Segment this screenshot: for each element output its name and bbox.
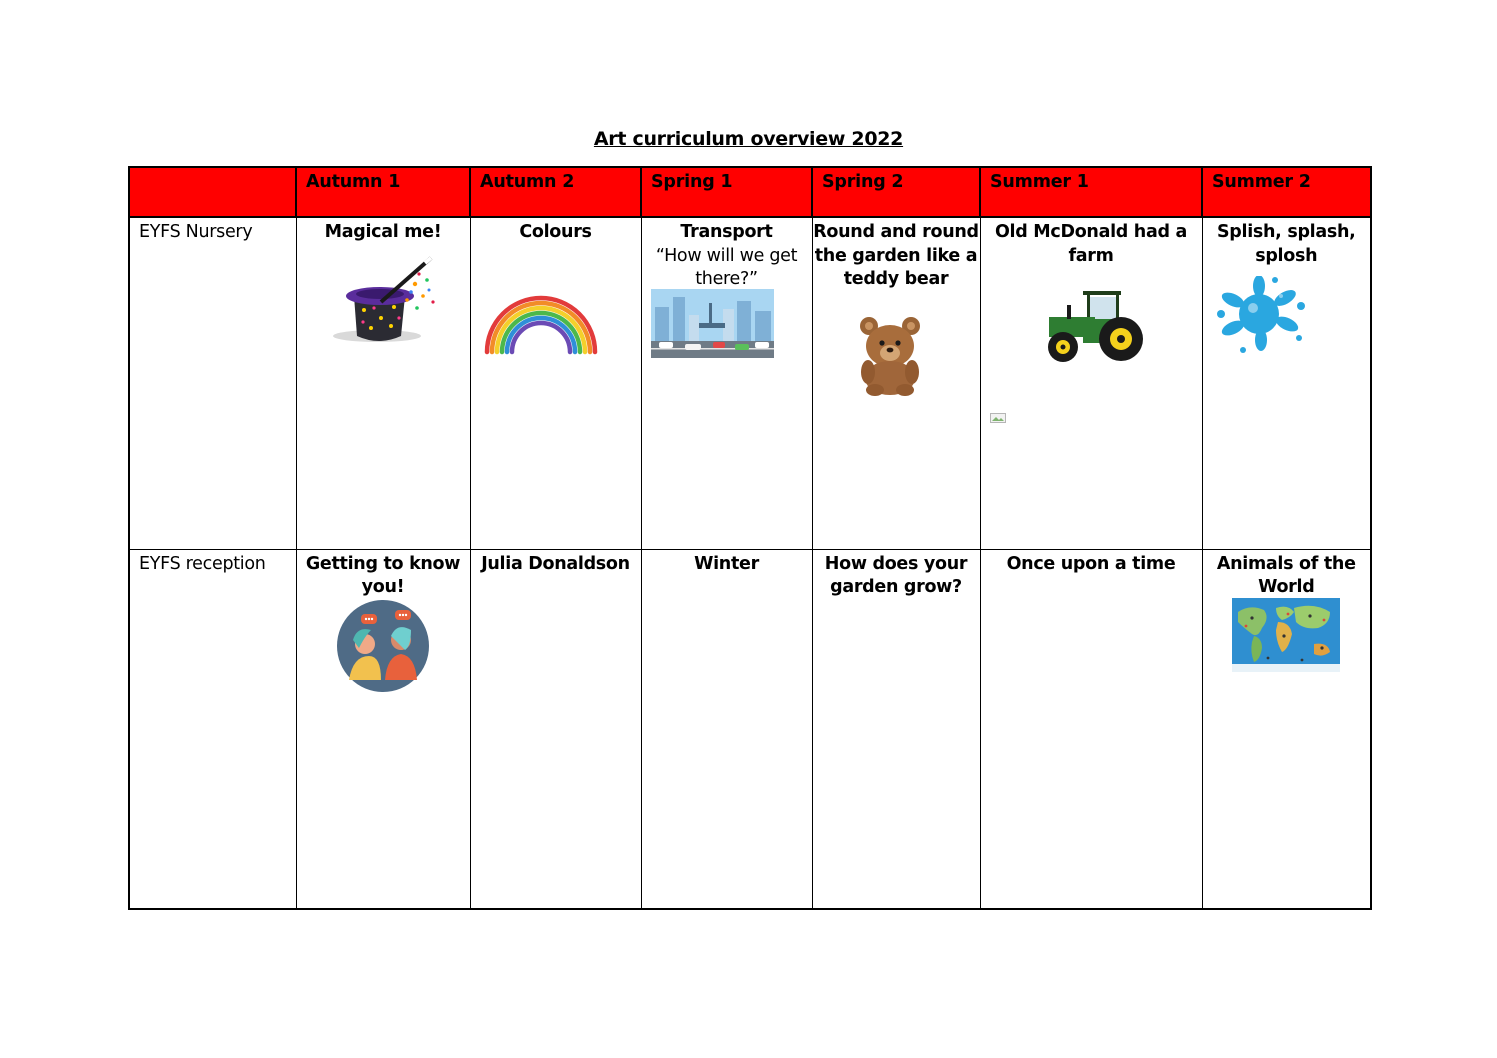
topic-cell-spring-1 (641, 549, 812, 909)
topic-title: Animals of the World (1216, 553, 1356, 597)
topic-cell-autumn-1 (296, 549, 470, 909)
topic-cell-summer-2 (1202, 217, 1371, 549)
header-row (129, 167, 1371, 217)
header-cell-blank (129, 167, 296, 217)
page-title: Art curriculum overview 2022 (593, 128, 904, 150)
tractor-image (1037, 281, 1147, 367)
header-cell-autumn-2: Autumn 2 (470, 167, 641, 217)
topic-title: Round and round the garden like a teddy bear (813, 222, 979, 290)
topic-title: Once upon a time (1006, 553, 1176, 574)
topic-subtitle: “How will we get there?” (655, 245, 798, 290)
table-row-reception (129, 549, 1371, 909)
topic-title: Colours (519, 222, 592, 243)
row-label-cell (129, 217, 296, 549)
rainbow-image (483, 290, 599, 356)
header-cell-autumn-1: Autumn 1 (296, 167, 470, 217)
topic-title: Splish, splash, splosh (1216, 222, 1356, 266)
topic-cell-spring-2 (812, 549, 980, 909)
row-label: EYFS reception (139, 553, 266, 574)
topic-title: Old McDonald had a farm (994, 222, 1187, 266)
topic-cell-summer-1 (980, 217, 1202, 549)
topic-title: Julia Donaldson (481, 553, 630, 574)
table-row-nursery (129, 217, 1371, 549)
topic-title: How does your garden grow? (824, 553, 968, 597)
topic-title: Getting to know you! (305, 553, 461, 597)
header-cell-summer-1: Summer 1 (980, 167, 1202, 217)
row-label-cell (129, 549, 296, 909)
topic-cell-summer-2 (1202, 549, 1371, 909)
topic-title: Magical me! (324, 222, 442, 243)
topic-title: Transport (680, 222, 773, 243)
header-cell-spring-1: Spring 1 (641, 167, 812, 217)
topic-cell-spring-1 (641, 217, 812, 549)
world-animal-map-image (1232, 598, 1340, 672)
row-label: EYFS Nursery (139, 222, 253, 243)
splash-image (1215, 276, 1307, 354)
topic-cell-spring-2 (812, 217, 980, 549)
teddy-bear-image (851, 314, 941, 396)
header-cell-summer-2: Summer 2 (1202, 167, 1371, 217)
topic-cell-summer-1 (980, 549, 1202, 909)
magic-hat-image (319, 252, 443, 347)
topic-cell-autumn-2 (470, 549, 641, 909)
topic-title: Winter (694, 553, 759, 574)
broken-image-icon (990, 413, 1006, 423)
curriculum-table (128, 166, 1372, 910)
city-traffic-image (651, 289, 774, 358)
header-cell-spring-2: Spring 2 (812, 167, 980, 217)
topic-cell-autumn-1 (296, 217, 470, 549)
topic-cell-autumn-2 (470, 217, 641, 549)
people-talking-image (335, 600, 431, 692)
